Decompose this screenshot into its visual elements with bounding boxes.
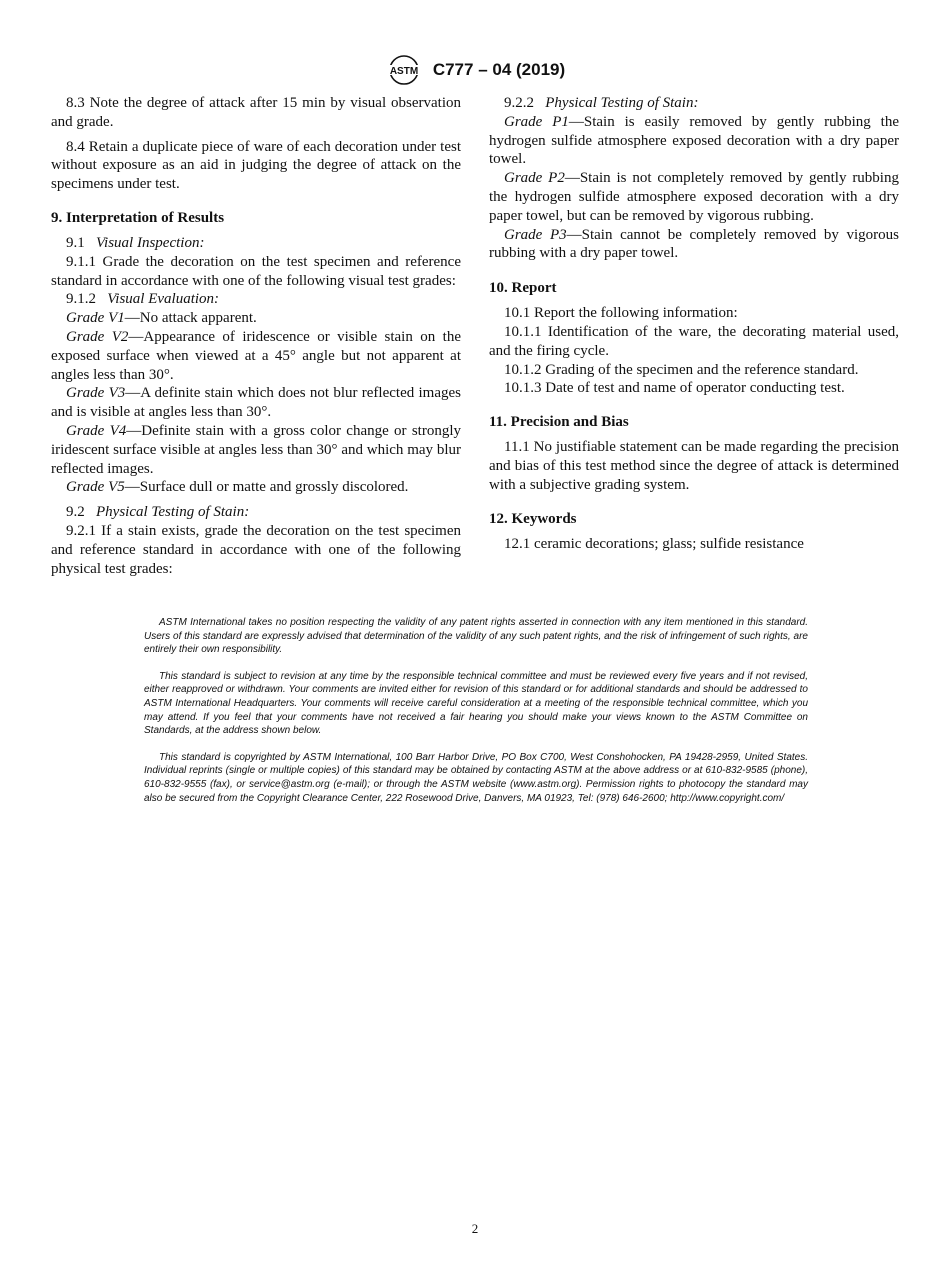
para-8-3: 8.3 Note the degree of attack after 15 min by visual observation and grade. <box>51 95 461 130</box>
para-8-4: 8.4 Retain a duplicate piece of ware of each decoration under test without exposure as an aid in judging the degree of attack on the specimens under test. <box>51 138 461 193</box>
grade-p3: Grade P3—Stain cannot be completely removed by vigorous rubbing with a dry paper towel. <box>489 226 899 262</box>
copyright-notice: This standard is copyrighted by ASTM International, 100 Barr Harbor Drive, PO Box C700, West Conshohocken, PA 19428-2959, United States. Individual reprints (single or multiple copies) of this standard may be obtained by contacting ASTM at the above address or at 610-832-9585 (phone), 610-832-9555 (fax), or service@astm.org (e-mail); or through the ASTM website (www.astm.org). Permission rights to photocopy the standard may also be secured from the Copyright Clearance Center, 222 Rosewood Drive, Danvers, MA 01923, Tel: (978) 646-2600; http://www.copyright.com/ <box>144 751 808 804</box>
revision-notice: This standard is subject to revision at any time by the responsible technical committee and must be reviewed every five years and if not revised, either reapproved or withdrawn. Your comments are invited either for revision of this standard or for additional standards and should be addressed to ASTM International Headquarters. Your comments will receive careful consideration at a meeting of the responsible technical committee, which you may attend. If you feel that your comments have not received a fair hearing you should make your views known to the ASTM Committee on Standards, at the address shown below. <box>144 670 808 737</box>
grade-p1: Grade P1—Stain is easily removed by gently rubbing the hydrogen sulfide atmosphere exposed decoration with a dry paper towel. <box>489 113 899 168</box>
legal-footnotes <box>144 616 808 818</box>
svg-text:ASTM: ASTM <box>389 66 418 77</box>
para-10-1-1: 10.1.1 Identification of the ware, the decorating material used, and the firing cycle. <box>489 323 899 359</box>
para-12-1: 12.1 ceramic decorations; glass; sulfide resistance <box>504 535 804 552</box>
para-9-2-2: 9.2.2 Physical Testing of Stain: <box>504 95 699 111</box>
grade-v3: Grade V3—A definite stain which does not blur reflected images and is visible at angles less than 30°. <box>51 385 461 421</box>
page-header <box>0 54 950 86</box>
para-10-1-2: 10.1.2 Grading of the specimen and the reference standard. <box>504 361 859 378</box>
para-9-1: 9.1 Visual Inspection: <box>66 234 205 251</box>
section-11-heading: 11. Precision and Bias <box>489 414 629 431</box>
section-12-heading: 12. Keywords <box>489 510 577 527</box>
left-column <box>51 94 461 578</box>
grade-v1: Grade V1—No attack apparent. <box>66 310 257 327</box>
para-9-2-1: 9.2.1 If a stain exists, grade the decoration on the test specimen and reference standard in accordance with one of the following physical test grades: <box>51 522 461 577</box>
para-9-2: 9.2 Physical Testing of Stain: <box>66 504 250 521</box>
standard-designation: C777 – 04 (2019) <box>432 60 566 79</box>
para-10-1: 10.1 Report the following information: <box>504 305 738 322</box>
para-11-1: 11.1 No justifiable statement can be made regarding the precision and bias of this test method since the degree of attack is determined with a subjective grading system. <box>489 439 899 493</box>
patent-notice: ASTM International takes no position respecting the validity of any patent rights asserted in connection with any item mentioned in this standard. Users of this standard are expressly advised that determination of the validity of any such patent rights, and the risk of infringement of such rights, are entirely their own responsibility. <box>144 617 808 656</box>
astm-logo-icon <box>385 54 423 86</box>
grade-v4: Grade V4—Definite stain with a gross color change or strongly iridescent surface visible at angles less than 30° and which may blur reflected images. <box>51 422 461 477</box>
section-9-heading: 9. Interpretation of Results <box>51 209 225 226</box>
para-9-1-2: 9.1.2 Visual Evaluation: <box>66 291 220 308</box>
grade-v5: Grade V5—Surface dull or matte and grossly discolored. <box>66 479 409 496</box>
right-column <box>489 94 899 553</box>
para-10-1-3: 10.1.3 Date of test and name of operator conducting test. <box>504 380 845 397</box>
grade-p2: Grade P2—Stain is not completely removed by gently rubbing the hydrogen sulfide atmosphere exposed decoration with a dry paper towel, but can be removed by vigorous rubbing. <box>489 170 899 224</box>
page-number: 2 <box>471 1221 479 1236</box>
para-9-1-1: 9.1.1 Grade the decoration on the test specimen and reference standard in accordance with one of the following visual test grades: <box>51 253 461 289</box>
section-10-heading: 10. Report <box>489 280 557 297</box>
grade-v2: Grade V2—Appearance of iridescence or visible stain on the exposed surface when viewed at a 45° angle but not apparent at angles less than 30°. <box>51 328 461 383</box>
